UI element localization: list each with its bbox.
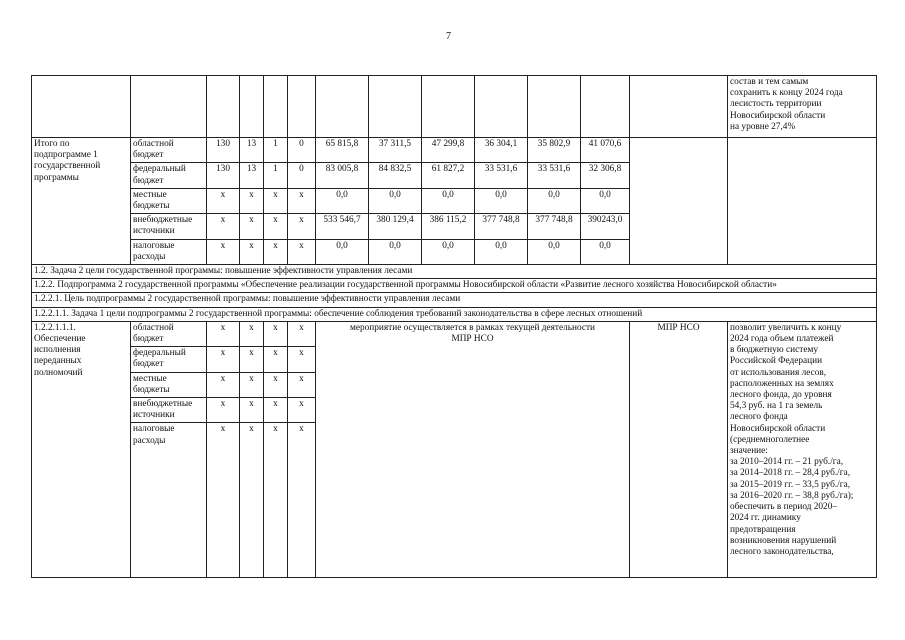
code-cell: 1 — [264, 163, 288, 188]
code-cell: 1 — [264, 138, 288, 163]
code-cell: x — [288, 188, 316, 213]
code-cell: x — [264, 188, 288, 213]
funding-source: налоговые расходы — [131, 239, 207, 264]
amount-cell: 35 802,9 — [528, 138, 581, 163]
section-row — [32, 279, 877, 293]
code-cell: x — [240, 321, 264, 346]
amount-cell: 65 815,8 — [316, 138, 369, 163]
code-cell: x — [207, 372, 240, 397]
code-cell: 0 — [288, 163, 316, 188]
code-cell: x — [264, 398, 288, 423]
code-cell: x — [207, 321, 240, 346]
funding-source: местные бюджеты — [131, 188, 207, 213]
page-number: 7 — [446, 31, 451, 42]
code-cell: x — [240, 347, 264, 372]
code-cell: x — [264, 321, 288, 346]
amount-cell: 83 005,8 — [316, 163, 369, 188]
total-block — [32, 138, 877, 265]
funding-source: местные бюджеты — [131, 372, 207, 397]
activity-result: позволит увеличить к концу 2024 года объем платежей в бюджетную систему Российской Федерации от использования лесов, расположенных на землях лесного фонда, до уровня 54,3 руб. на 1 га земель лесного фонда Новосибирской области (среднемноголетнее значение: за 2010–2014 гг. – 21 руб./га, за 2014–2018 гг. – 28,4 руб./га, за 2015–2019 гг. – 33,5 руб./га, за 2016–2020 гг. – 38,8 руб./га); обеспечить в период 2020– 2024 гг. динамику предотвращения возникновения нарушений лесного законодательства, — [728, 321, 877, 578]
code-cell: 13 — [240, 163, 264, 188]
amount-cell: 36 304,1 — [475, 138, 528, 163]
code-cell: x — [207, 239, 240, 264]
code-cell: 0 — [288, 138, 316, 163]
code-cell: x — [288, 423, 316, 578]
funding-source: федеральный бюджет — [131, 163, 207, 188]
amount-cell: 0,0 — [581, 239, 630, 264]
amount-cell: 377 748,8 — [475, 214, 528, 239]
amount-cell: 0,0 — [369, 188, 422, 213]
amount-cell: 84 832,5 — [369, 163, 422, 188]
code-cell: x — [207, 188, 240, 213]
result-cell-empty — [728, 138, 877, 265]
code-cell: x — [288, 372, 316, 397]
section-heading: 1.2. Задача 2 цели государственной программы: повышение эффективности управления лесами — [32, 265, 877, 279]
amount-cell: 0,0 — [475, 239, 528, 264]
section-rows — [32, 265, 877, 322]
funding-source: внебюджетные источники — [131, 398, 207, 423]
amount-cell: 0,0 — [581, 188, 630, 213]
code-cell: x — [207, 347, 240, 372]
activity-block — [32, 321, 877, 578]
amount-cell: 0,0 — [369, 239, 422, 264]
funding-source: областной бюджет — [131, 138, 207, 163]
code-cell: x — [207, 398, 240, 423]
amount-cell: 0,0 — [316, 188, 369, 213]
amount-cell: 386 115,2 — [422, 214, 475, 239]
code-cell: x — [240, 372, 264, 397]
section-heading: 1.2.2.1. Цель подпрограммы 2 государственной программы: повышение эффективности управления лесами — [32, 293, 877, 307]
amount-cell: 380 129,4 — [369, 214, 422, 239]
executor-cell-empty — [630, 138, 728, 265]
code-cell: x — [240, 214, 264, 239]
amount-cell: 33 531,6 — [475, 163, 528, 188]
funding-source: федеральный бюджет — [131, 347, 207, 372]
activity-label: 1.2.2.1.1.1. Обеспечение исполнения переданных полномочий — [32, 321, 131, 578]
code-cell: 130 — [207, 138, 240, 163]
amount-cell: 0,0 — [316, 239, 369, 264]
total-row — [32, 138, 877, 163]
code-cell: x — [240, 423, 264, 578]
amount-cell: 0,0 — [422, 239, 475, 264]
amount-cell: 0,0 — [528, 239, 581, 264]
code-cell: 130 — [207, 163, 240, 188]
section-row — [32, 265, 877, 279]
total-label: Итого по подпрограмме 1 государственной программы — [32, 138, 131, 265]
code-cell: x — [264, 372, 288, 397]
section-row — [32, 293, 877, 307]
code-cell: x — [264, 239, 288, 264]
activity-row — [32, 321, 877, 346]
amount-cell: 533 546,7 — [316, 214, 369, 239]
amount-cell: 41 070,6 — [581, 138, 630, 163]
code-cell: x — [264, 214, 288, 239]
continuation-row — [32, 76, 877, 138]
code-cell: x — [288, 321, 316, 346]
code-cell: 13 — [240, 138, 264, 163]
code-cell: x — [264, 347, 288, 372]
amount-cell: 32 306,8 — [581, 163, 630, 188]
activity-note: мероприятие осуществляется в рамках текущей деятельности МПР НСО — [316, 321, 630, 578]
code-cell: x — [288, 214, 316, 239]
section-heading: 1.2.2.1.1. Задача 1 цели подпрограммы 2 государственной программы: обеспечение соблюдения требований законодательства в сфере лесных отношений — [32, 307, 877, 321]
code-cell: x — [207, 214, 240, 239]
section-row — [32, 307, 877, 321]
funding-source: внебюджетные источники — [131, 214, 207, 239]
expected-result-cell: состав и тем самым сохранить к концу 2024 года лесистость территории Новосибирской области на уровне 27,4% — [728, 76, 877, 138]
amount-cell: 33 531,6 — [528, 163, 581, 188]
amount-cell: 0,0 — [475, 188, 528, 213]
executor-cell: МПР НСО — [630, 321, 728, 578]
code-cell: x — [288, 347, 316, 372]
code-cell: x — [207, 423, 240, 578]
amount-cell: 0,0 — [528, 188, 581, 213]
funding-source: налоговые расходы — [131, 423, 207, 578]
code-cell: x — [288, 239, 316, 264]
amount-cell: 37 311,5 — [369, 138, 422, 163]
code-cell: x — [288, 398, 316, 423]
code-cell: x — [240, 398, 264, 423]
amount-cell: 377 748,8 — [528, 214, 581, 239]
code-cell: x — [264, 423, 288, 578]
amount-cell: 0,0 — [422, 188, 475, 213]
code-cell: x — [240, 239, 264, 264]
program-table — [31, 75, 877, 578]
funding-source: областной бюджет — [131, 321, 207, 346]
amount-cell: 390243,0 — [581, 214, 630, 239]
amount-cell: 47 299,8 — [422, 138, 475, 163]
amount-cell: 61 827,2 — [422, 163, 475, 188]
section-heading: 1.2.2. Подпрограмма 2 государственной программы «Обеспечение реализации государственной программы Новосибирской области «Развитие лесного хозяйства Новосибирской области» — [32, 279, 877, 293]
code-cell: x — [240, 188, 264, 213]
